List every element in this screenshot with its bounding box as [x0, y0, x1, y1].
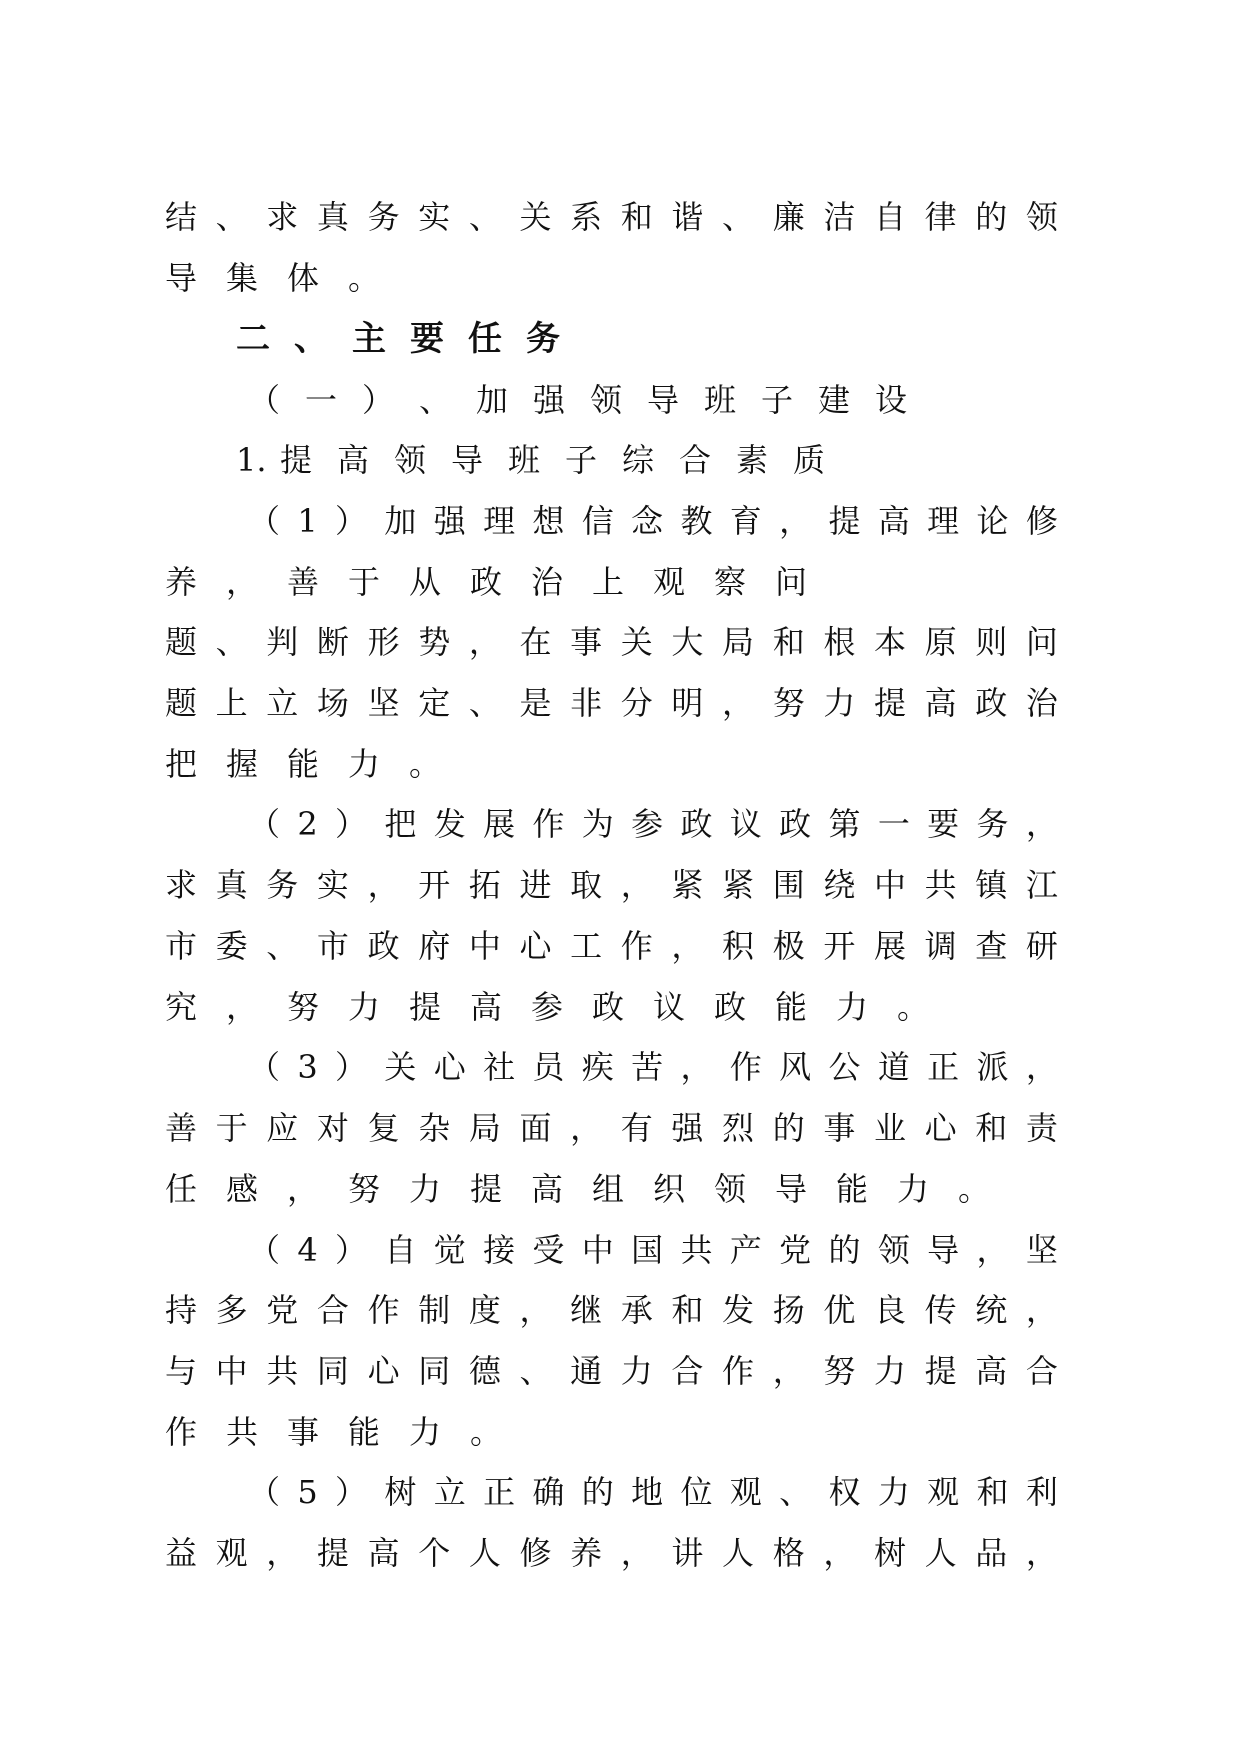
body-text-line: 与 中 共 同 心 同 德 、 通 力 合 作 ， 努 力 提 高 合: [165, 1352, 1058, 1390]
body-text-line: 题 上 立 场 坚 定 、 是 非 分 明 ， 努 力 提 高 政 治: [165, 684, 1058, 722]
body-text-line: （ 4 ） 自 觉 接 受 中 国 共 产 党 的 领 导 ， 坚: [248, 1231, 1058, 1269]
body-text-line: 市 委 、 市 政 府 中 心 工 作 ， 积 极 开 展 调 查 研: [165, 927, 1058, 965]
body-text-line: （ 3 ） 关 心 社 员 疾 苦 ， 作 风 公 道 正 派 ，: [248, 1048, 1058, 1086]
body-text-line: （ 5 ） 树 立 正 确 的 地 位 观 、 权 力 观 和 利: [248, 1473, 1058, 1511]
body-text-line: （ 1 ） 加 强 理 想 信 念 教 育 ， 提 高 理 论 修: [248, 502, 1058, 540]
body-text-line: （ 2 ） 把 发 展 作 为 参 政 议 政 第 一 要 务 ，: [248, 805, 1058, 843]
body-text-line: 求 真 务 实 ， 开 拓 进 取 ， 紧 紧 围 绕 中 共 镇 江: [165, 866, 1058, 904]
body-text-line: 益 观 ， 提 高 个 人 修 养 ， 讲 人 格 ， 树 人 品 ，: [165, 1534, 1058, 1572]
body-text-line: 持 多 党 合 作 制 度 ， 继 承 和 发 扬 优 良 传 统 ，: [165, 1291, 1058, 1329]
body-text-line: 结 、 求 真 务 实 、 关 系 和 谐 、 廉 洁 自 律 的 领: [165, 198, 1058, 236]
body-text-line: 善 于 应 对 复 杂 局 面 ， 有 强 烈 的 事 业 心 和 责: [165, 1109, 1058, 1147]
body-text-line: 题 、 判 断 形 势 ， 在 事 关 大 局 和 根 本 原 则 问: [165, 623, 1058, 661]
document-page: 结 、 求 真 务 实 、 关 系 和 谐 、 廉 洁 自 律 的 领 导 集 体 。 二 、 主 要 任 务 （ 一 ） 、 加 强 领 导 班 子 建 设 1. 提 高 领 导 班 子 综 合 素 质 （ 1 ） 加 强 理 想 信 念 教 育 ， 提 高 理 论 修 养 ， 善 于 从 政 治 上 观 察 问 题 、 判 断 形 势 ， 在 事 关 大 局 和 根 本 原 则 问 题 上 立 场 坚 定 、 是 非 分 明 ， 努 力 提 高 政 治 把 握 能 力 。 （ 2 ） 把 发 展 作 为 参 政 议 政 第 一 要 务 ， 求 真 务 实 ， 开 拓 进 取 ， 紧 紧 围 绕 中 共 镇 江 市 委 、 市 政 府 中 心 工 作 ， 积 极 开 展 调 查 研 究 ， 努 力 提 高 参 政 议 政 能 力 。 （ 3 ） 关 心 社 员 疾 苦 ， 作 风 公 道 正 派 ， 善 于 应 对 复 杂 局 面 ， 有 强 烈 的 事 业 心 和 责 任 感 ， 努 力 提 高 组 织 领 导 能 力 。 （ 4 ） 自 觉 接 受 中 国 共 产 党 的 领 导 ， 坚 持 多 党 合 作 制 度 ， 继 承 和 发 扬 优 良 传 统 ， 与 中 共 同 心 同 德 、 通 力 合 作 ， 努 力 提 高 合 作 共 事 能 力 。 （ 5 ） 树 立 正 确 的 地 位 观 、 权 力 观 和 利 益 观 ， 提 高 个 人 修 养 ， 讲 人 格 ， 树 人 品 ，: [0, 0, 1240, 1754]
